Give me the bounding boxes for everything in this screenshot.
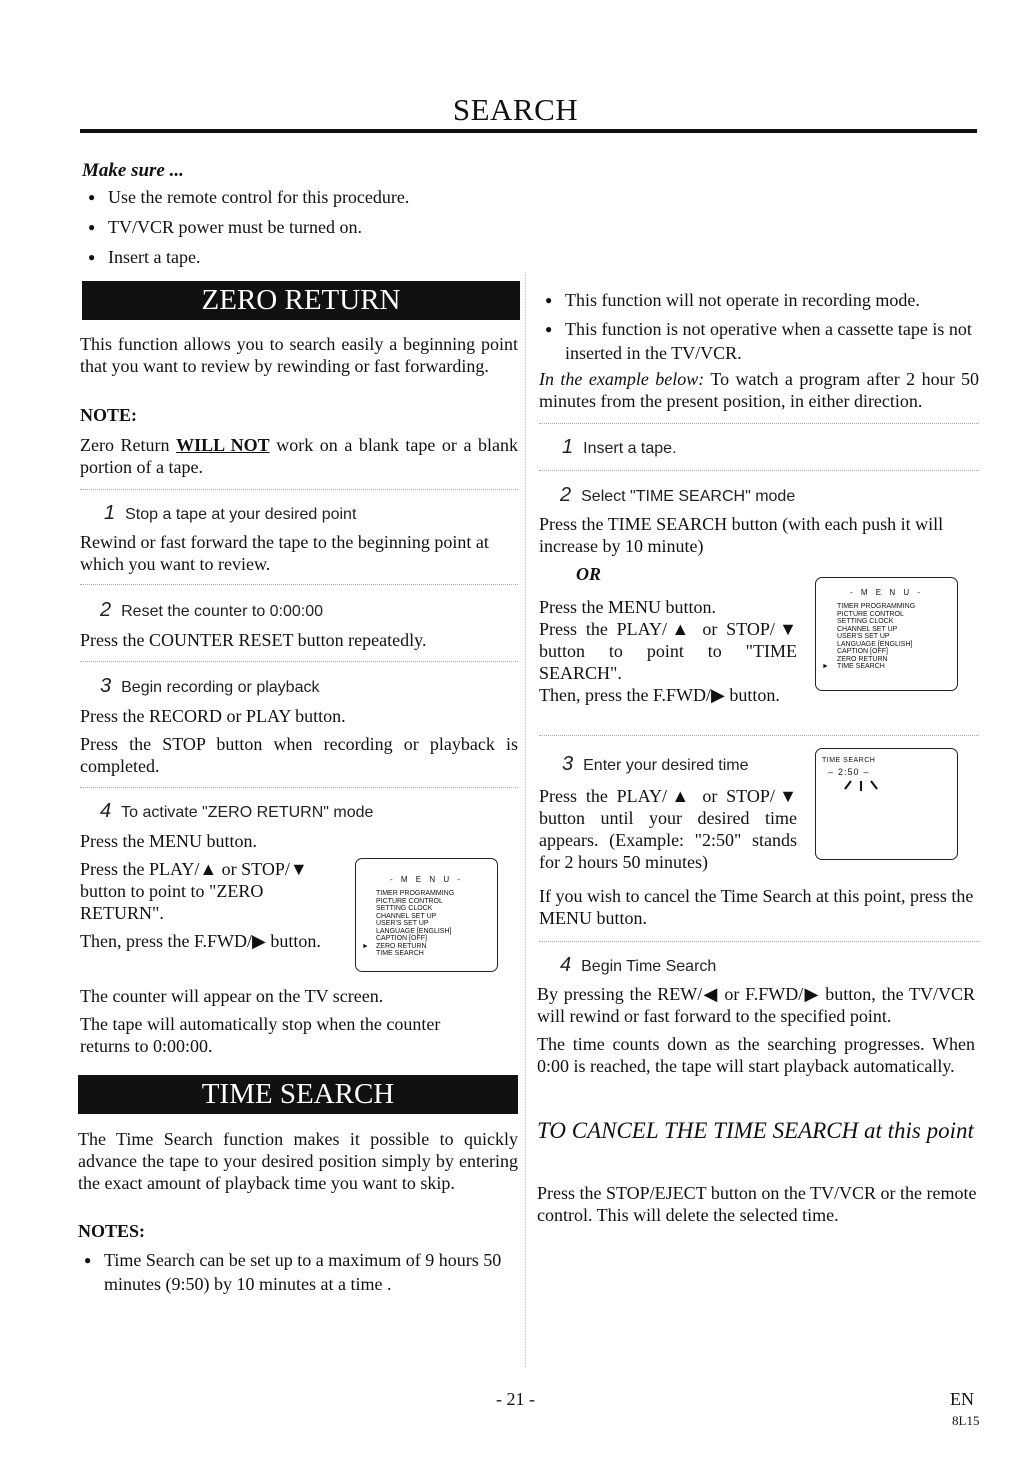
minus-icon: – — [828, 767, 835, 777]
zero-step-3-text-1: Press the RECORD or PLAY button. — [80, 706, 346, 726]
menu-list — [362, 890, 497, 958]
step-title: To activate "ZERO RETURN" mode — [121, 804, 374, 821]
step-number: 1 — [562, 436, 574, 458]
menu-item: CAPTION [OFF] — [376, 935, 427, 942]
menu-screen-time-search — [815, 577, 958, 691]
zero-after-2: The tape will automatically stop when the counter returns to 0:00:00. — [80, 1014, 441, 1056]
menu-item-label: TIME SEARCH — [837, 663, 885, 670]
time-step-4-text-1: By pressing the REW/◀ or F.FWD/▶ button, the TV/VCR will rewind or fast forward to the specified point. — [537, 984, 975, 1026]
menu-item: SETTING CLOCK — [376, 905, 433, 912]
time-search-intro: The Time Search function makes it possible to quickly advance the tape to your desired position simply by entering the exact amount of playback time you want to skip. — [78, 1129, 518, 1193]
zero-step-4-title — [100, 800, 373, 823]
divider — [539, 941, 979, 942]
time-step-1-title — [562, 436, 677, 459]
time-step-2-alt-3: Then, press the F.FWD/▶ button. — [539, 685, 780, 705]
time-search-screen — [815, 748, 958, 860]
zero-after-1: The counter will appear on the TV screen. — [80, 986, 384, 1006]
note-emphasis: WILL NOT — [176, 435, 270, 455]
make-sure-item: ● Insert a tape. — [88, 246, 522, 270]
divider — [539, 735, 979, 736]
zero-step-2-text: Press the COUNTER RESET button repeatedly. — [80, 630, 427, 650]
menu-item: PICTURE CONTROL — [837, 610, 904, 618]
page-number: - 21 - — [496, 1389, 535, 1409]
time-step-2-title — [560, 484, 795, 507]
time-step-4-title — [560, 954, 716, 977]
time-step-3-title — [562, 753, 749, 776]
zero-step-1-title — [104, 502, 356, 525]
menu-item: CHANNEL SET UP — [837, 625, 898, 633]
menu-item: CHANNEL SET UP — [376, 912, 437, 920]
time-search-note: ● This function is not operative when a cassette tape is not inserted in the TV/VCR. — [545, 318, 1000, 364]
zero-return-note-label: NOTE: — [80, 405, 138, 425]
menu-title: - M E N U - — [850, 588, 923, 597]
time-cancel-point: If you wish to cancel the Time Search at this point, press the MENU button. — [539, 886, 974, 928]
menu-item: PICTURE CONTROL — [376, 897, 443, 905]
zero-step-4-text-3: Then, press the F.FWD/▶ button. — [80, 931, 321, 951]
divider — [80, 661, 518, 662]
pointer-icon: ► — [362, 942, 369, 950]
language-code: EN — [950, 1389, 974, 1409]
step-number: 4 — [560, 954, 572, 976]
menu-item-label: ZERO RETURN — [376, 942, 427, 950]
time-search-notes-label: NOTES: — [78, 1221, 146, 1241]
make-sure-section — [82, 160, 522, 270]
pointer-icon: ► — [822, 663, 829, 670]
divider — [80, 787, 518, 788]
step-number: 2 — [100, 599, 112, 621]
step-number: 3 — [562, 753, 574, 775]
zero-return-heading: ZERO RETURN — [82, 281, 520, 320]
zero-return-note — [80, 434, 518, 478]
menu-item: CAPTION [OFF] — [837, 648, 888, 655]
zero-step-3-title — [100, 675, 319, 698]
step-number: 2 — [560, 484, 572, 506]
cancel-heading: TO CANCEL THE TIME SEARCH at this point — [537, 1118, 974, 1143]
minus-icon: – — [863, 767, 870, 777]
step-title: Insert a tape. — [583, 440, 677, 457]
step-title: Begin Time Search — [581, 958, 717, 975]
step-title: Select "TIME SEARCH" mode — [581, 488, 796, 505]
time-step-2-text: Press the TIME SEARCH button (with each push it will increase by 10 minute) — [539, 514, 944, 556]
note-text-pre: Zero Return — [80, 435, 177, 455]
cursor-rays-icon — [826, 775, 896, 797]
zero-step-2-title — [100, 599, 323, 622]
menu-item: TIMER PROGRAMMING — [376, 890, 455, 897]
menu-item: USER'S SET UP — [376, 920, 429, 927]
step-title: Reset the counter to 0:00:00 — [121, 603, 324, 620]
menu-item: ZERO RETURN — [837, 655, 888, 663]
page-title: SEARCH — [452, 92, 579, 127]
menu-item: USER'S SET UP — [837, 633, 890, 640]
time-search-note: ● This function will not operate in recording mode. — [545, 289, 1000, 313]
divider — [539, 423, 979, 424]
step-title: Stop a tape at your desired point — [125, 506, 357, 523]
divider — [80, 489, 518, 490]
menu-item: LANGUAGE [ENGLISH] — [376, 927, 452, 935]
step-title: Enter your desired time — [583, 757, 749, 774]
menu-item: TIMER PROGRAMMING — [837, 603, 916, 610]
time-value: 2:50 — [838, 767, 860, 777]
menu-title: - M E N U - — [390, 875, 463, 884]
time-search-screen-label: TIME SEARCH — [822, 757, 876, 764]
menu-item: TIME SEARCH — [376, 950, 424, 957]
example-text: To watch a program after 2 hour 50 minutes from the present position, in either direction. — [539, 369, 979, 411]
menu-list — [822, 603, 957, 671]
divider — [539, 470, 979, 471]
time-step-2-alt-1: Press the MENU button. — [539, 597, 716, 617]
zero-step-4-text-2: Press the PLAY/▲ or STOP/▼ button to point to "ZERO RETURN". — [80, 859, 308, 923]
menu-item-selected — [362, 942, 497, 951]
time-step-2-alt-2: Press the PLAY/▲ or STOP/▼ button to point to "TIME SEARCH". — [539, 619, 797, 683]
menu-screen-zero-return — [355, 858, 498, 972]
document-code: 8L15 — [952, 1413, 980, 1428]
time-step-4-text-2: The time counts down as the searching progresses. When 0:00 is reached, the tape will start playback automatically. — [537, 1034, 975, 1076]
zero-step-4-text-1: Press the MENU button. — [80, 831, 257, 851]
step-number: 3 — [100, 675, 112, 697]
step-number: 1 — [104, 502, 116, 524]
title-rule — [80, 129, 977, 133]
step-title: Begin recording or playback — [121, 679, 320, 696]
step-number: 4 — [100, 800, 112, 822]
time-search-heading: TIME SEARCH — [78, 1075, 518, 1114]
time-step-3-text: Press the PLAY/▲ or STOP/▼ button until your desired time appears. (Example: "2:50" stands for 2 hours 50 minutes) — [539, 786, 797, 872]
zero-return-intro: This function allows you to search easily a beginning point that you want to review by rewinding or fast forwarding. — [80, 334, 518, 376]
make-sure-item: ● Use the remote control for this procedure. — [88, 186, 522, 210]
menu-item: LANGUAGE [ENGLISH] — [837, 640, 913, 648]
time-search-note: ● Time Search can be set up to a maximum of 9 hours 50 minutes (9:50) by 10 minutes at a time . — [84, 1249, 536, 1295]
time-search-example — [539, 368, 979, 412]
make-sure-heading: Make sure ... — [82, 160, 184, 181]
divider — [80, 584, 518, 585]
example-label: In the example below: — [539, 369, 705, 389]
make-sure-item: ● TV/VCR power must be turned on. — [88, 216, 522, 240]
menu-item: SETTING CLOCK — [837, 618, 894, 625]
zero-step-3-text-2: Press the STOP button when recording or playback is completed. — [80, 734, 518, 776]
menu-item-selected — [822, 663, 957, 671]
note-text-post: work on a blank tape or a blank portion of a tape. — [80, 435, 519, 477]
column-divider — [525, 272, 526, 1367]
zero-step-1-text: Rewind or fast forward the tape to the beginning point at which you want to review. — [80, 532, 489, 574]
or-label: OR — [576, 564, 602, 584]
cancel-text: Press the STOP/EJECT button on the TV/VCR or the remote control. This will delete the selected time. — [537, 1183, 977, 1225]
